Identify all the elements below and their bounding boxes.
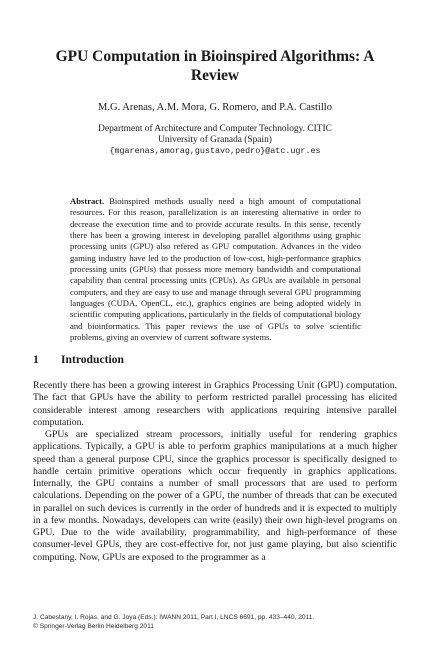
affiliation-block [40, 124, 390, 157]
section-heading [33, 353, 124, 366]
footer-citation: J. Cabestany, I. Rojas, and G. Joya (Eds.): IWANN 2011, Part I, LNCS 6691, pp. 433–440, 2011. [33, 614, 315, 621]
paper-title: GPU Computation in Bioinspired Algorithms: A Review [55, 48, 375, 84]
abstract-label: Abstract. [70, 196, 105, 206]
page-footer [33, 614, 397, 631]
section-number: 1 [33, 353, 39, 366]
body-text [33, 380, 397, 564]
section-title: Introduction [61, 353, 124, 366]
author-emails: {mgarenas,amorag,gustavo,pedro}@atc.ugr.es [109, 146, 321, 156]
affiliation-university: University of Granada (Spain) [158, 135, 272, 145]
affiliation-department: Department of Architecture and Computer Technology. CITIC [98, 124, 332, 134]
body-paragraph: GPUs are specialized stream processors, initially useful for rendering graphics applications. Typically, a GPU is able to perform graphics manipulations at a much higher speed than a general purpose CPU, since the graphics processor is specifically designed to handle certain primitive operations which occur frequently in graphics applications. Internally, the GPU contains a number of small processors that are used to perform calculations. Depending on the power of a GPU, the number of threads that can be executed in parallel on such devices is currently in the order of hundreds and it is expected to multiply in a few months. Nowadays, developers can write (easily) their own high-level programs on GPU. Due to the wide availability, programmability, and high-performance of these consumer-level GPUs, they are cost-effective for, not just game playing, but also scientific computing. Now, GPUs are exposed to the programmer as a [33, 429, 397, 563]
abstract [70, 196, 361, 343]
abstract-text: Bioinspired methods usually need a high amount of computational resources. For this reason, parallelization is an interesting alternative in order to decrease the execution time and to provide accurate results. In this sense, recently there has been a growing interest in developing parallel algorithms using graphic processing units (GPU) also refered as GPU computation. Advances in the video gaming industry have led to the production of low-cost, high-performance graphics processing units (GPUs) that possess more memory bandwidth and computational capability than central processing units (CPUs). As GPUs are available in personal computers, and they are easy to use and manage through several GPU programming languages (CUDA, OpenCL, etc.), graphics engines are being adopted widely in scientific computing applications, particularly in the fields of computational biology and bioinformatics. This paper reviews the use of GPUs to solve scientific problems, giving an overview of current software systems. [70, 196, 361, 343]
body-paragraph: Recently there has been a growing interest in Graphics Processing Unit (GPU) computation. The fact that GPUs have the ability to perform restricted parallel processing has elicited considerable interest among researchers with applications requiring intensive parallel computation. [33, 380, 397, 428]
footer-copyright: © Springer-Verlag Berlin Heidelberg 2011 [33, 622, 154, 630]
author-list: M.G. Arenas, A.M. Mora, G. Romero, and P.A. Castillo [98, 102, 332, 113]
